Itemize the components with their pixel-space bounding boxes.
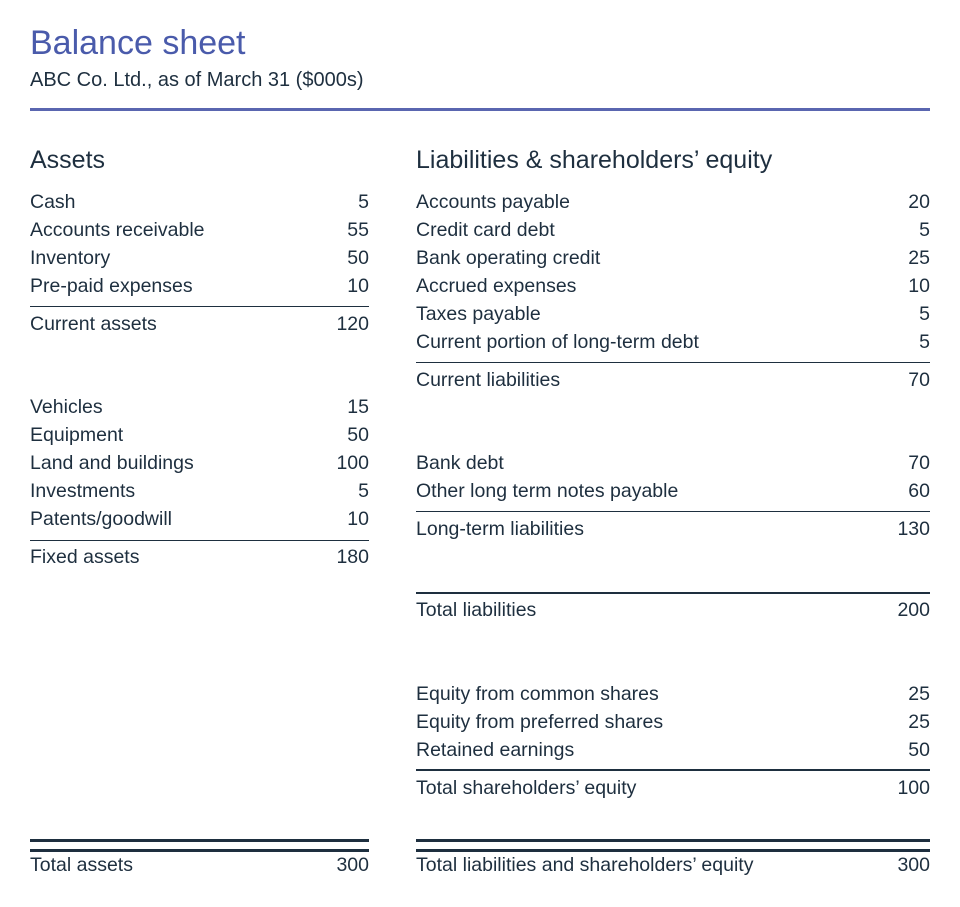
row-value: 50 bbox=[347, 247, 369, 269]
row-label: Current assets bbox=[30, 313, 157, 335]
row-value: 70 bbox=[908, 452, 930, 474]
row-value: 60 bbox=[908, 480, 930, 502]
row-value: 10 bbox=[347, 508, 369, 530]
fixed-assets-total-row bbox=[30, 543, 369, 571]
subtotal-rule bbox=[416, 511, 930, 512]
row-label: Total assets bbox=[30, 854, 133, 876]
row-value: 20 bbox=[908, 191, 930, 213]
current-assets-total-row bbox=[30, 310, 369, 338]
row-label: Retained earnings bbox=[416, 739, 575, 761]
row-value: 130 bbox=[897, 518, 930, 540]
row-label: Accrued expenses bbox=[416, 275, 577, 297]
table-row bbox=[30, 449, 369, 477]
table-row bbox=[416, 244, 930, 272]
subtotal-rule bbox=[416, 362, 930, 363]
total-liabilities-row bbox=[416, 596, 930, 624]
row-label: Investments bbox=[30, 480, 136, 502]
table-row bbox=[416, 680, 930, 708]
table-row bbox=[416, 272, 930, 300]
row-value: 15 bbox=[347, 396, 369, 418]
row-label: Accounts receivable bbox=[30, 219, 205, 241]
row-value: 55 bbox=[347, 219, 369, 241]
header-divider bbox=[30, 108, 930, 111]
table-row bbox=[416, 449, 930, 477]
row-label: Total liabilities bbox=[416, 599, 537, 621]
table-row bbox=[30, 505, 369, 533]
row-value: 25 bbox=[908, 683, 930, 705]
row-label: Vehicles bbox=[30, 396, 103, 418]
row-value: 25 bbox=[908, 711, 930, 733]
liabilities-heading: Liabilities & shareholders’ equity bbox=[416, 146, 773, 174]
assets-heading: Assets bbox=[30, 146, 106, 174]
subtotal-rule bbox=[30, 306, 369, 307]
row-label: Taxes payable bbox=[416, 303, 541, 325]
row-label: Equity from common shares bbox=[416, 683, 659, 705]
row-label: Land and buildings bbox=[30, 452, 194, 474]
row-label: Bank debt bbox=[416, 452, 504, 474]
row-value: 100 bbox=[897, 777, 930, 799]
long-term-liabilities-total-row bbox=[416, 515, 930, 543]
row-value: 50 bbox=[347, 424, 369, 446]
table-row bbox=[30, 393, 369, 421]
row-value: 120 bbox=[336, 313, 369, 335]
page-title: Balance sheet bbox=[30, 24, 246, 62]
row-value: 10 bbox=[347, 275, 369, 297]
row-label: Credit card debt bbox=[416, 219, 555, 241]
row-label: Other long term notes payable bbox=[416, 480, 679, 502]
table-row bbox=[416, 708, 930, 736]
table-row bbox=[30, 188, 369, 216]
table-row bbox=[416, 736, 930, 764]
row-label: Total shareholders’ equity bbox=[416, 777, 637, 799]
total-rule bbox=[416, 769, 930, 771]
row-label: Fixed assets bbox=[30, 546, 140, 568]
row-value: 70 bbox=[908, 369, 930, 391]
row-value: 180 bbox=[336, 546, 369, 568]
row-label: Long-term liabilities bbox=[416, 518, 584, 540]
table-row bbox=[416, 300, 930, 328]
row-label: Total liabilities and shareholders’ equity bbox=[416, 854, 754, 876]
table-row bbox=[416, 216, 930, 244]
row-value: 25 bbox=[908, 247, 930, 269]
row-label: Accounts payable bbox=[416, 191, 570, 213]
total-equity-row bbox=[416, 774, 930, 802]
table-row bbox=[416, 188, 930, 216]
row-label: Inventory bbox=[30, 247, 111, 269]
row-value: 5 bbox=[919, 331, 930, 353]
row-label: Current portion of long-term debt bbox=[416, 331, 699, 353]
row-label: Equipment bbox=[30, 424, 124, 446]
row-label: Current liabilities bbox=[416, 369, 561, 391]
row-value: 10 bbox=[908, 275, 930, 297]
page-subtitle: ABC Co. Ltd., as of March 31 ($000s) bbox=[30, 69, 364, 91]
table-row bbox=[30, 216, 369, 244]
row-value: 5 bbox=[358, 480, 369, 502]
table-row bbox=[416, 477, 930, 505]
row-label: Patents/goodwill bbox=[30, 508, 173, 530]
row-label: Pre-paid expenses bbox=[30, 275, 193, 297]
subtotal-rule bbox=[30, 540, 369, 541]
row-label: Bank operating credit bbox=[416, 247, 601, 269]
row-value: 50 bbox=[908, 739, 930, 761]
total-liabilities-and-equity-row bbox=[416, 851, 930, 879]
row-value: 5 bbox=[358, 191, 369, 213]
row-value: 300 bbox=[336, 854, 369, 876]
row-value: 300 bbox=[897, 854, 930, 876]
row-label: Cash bbox=[30, 191, 76, 213]
table-row bbox=[30, 421, 369, 449]
row-value: 200 bbox=[897, 599, 930, 621]
table-row bbox=[416, 328, 930, 356]
row-value: 5 bbox=[919, 303, 930, 325]
total-assets-row bbox=[30, 851, 369, 879]
row-label: Equity from preferred shares bbox=[416, 711, 664, 733]
table-row bbox=[30, 477, 369, 505]
table-row bbox=[30, 272, 369, 300]
total-rule bbox=[416, 592, 930, 594]
current-liabilities-total-row bbox=[416, 366, 930, 394]
table-row bbox=[30, 244, 369, 272]
row-value: 100 bbox=[336, 452, 369, 474]
row-value: 5 bbox=[919, 219, 930, 241]
